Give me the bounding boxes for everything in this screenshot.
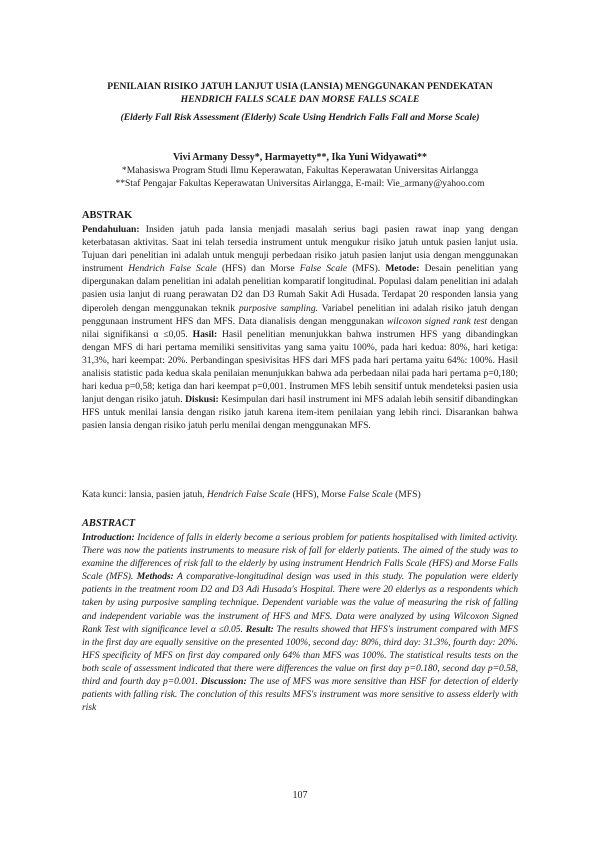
mfs-term: False Scale: [299, 263, 348, 275]
keywords-line: [82, 488, 518, 501]
methods-label: Methods:: [136, 571, 174, 583]
keywords-suffix: (MFS): [392, 489, 421, 500]
author-list: Vivi Armany Dessy*, Harmayetty**, Ika Yuni Widyawati**: [172, 152, 428, 163]
wilcoxon-term: wilcoxon signed rank test: [386, 315, 488, 327]
pendahuluan-label: Pendahuluan:: [82, 224, 140, 235]
affiliation-students: *Mahasiswa Program Studi Ilmu Keperawatan, Fakultas Keperawatan Universitas Airlangga: [121, 165, 479, 176]
paper-title-line-2: HENDRICH FALLS SCALE DAN MORSE FALLS SCALE: [180, 94, 420, 105]
result-text: The results showed that HFS's instrument compared with MFS in the first day are equally sensitive on the presented 100%, second day: 80%, third day: 31.3%, fourth day: 20%. HFS specificity of MFS on first day compared only 64% than MFS was 100%. The statistical results tests on the both scale of assessment indicated that there were differences the value on first day p=0.180, second day p=0.58, third and fourth day p=0.001.: [82, 623, 518, 688]
hfs-tail: (HFS) dan Morse: [216, 263, 300, 275]
metode-text-3: dengan nilai signifikansi α ≤0,05.: [82, 315, 518, 340]
abstract-heading: ABSTRACT: [82, 518, 136, 529]
hasil-text: Hasil penelitian menunjukkan bahwa instrumen HFS yang dibandingkan dengan MFS di hari pertama memiliki sensitivitas yang sama yaitu 100%, pada hari kedua: 80%, hari ketiga: 31,3%, hari keempat: 20%. Perbandingan spesivisitas HFS dari MFS pada hari pertama yaitu 64%: 100%. Hasil analisis statistic pada kedua skala penilaian menunjukkan bahwa ada perbedaan nilai pada hari pertama p=0,180; hari kedua p=0,58; ketiga dan hari keempat p=0,001. Instrumen MFS lebih sensitif untuk mendeteksi pasien usia lanjut dengan risiko jatuh.: [82, 328, 518, 406]
metode-text: Desain penelitian yang dipergunakan dalam penelitian ini adalah penelitian komparatif longitudinal. Populasi dalam penelitian ini adalah pasien usia lanjut di ruang perawatan D2 dan D3 Rumah Sakit Adi Husada. Terdapat 20 responden lansia yang diperoleh dengan menggunakan teknik: [82, 263, 519, 314]
introduction-text: Incidence of falls in elderly become a serious problem for patients hospitalised with limited activity. There was now the patients instruments to measure risk of fall for elderly patients. The aimed of the study was to examine the differences of risk fall to the elderly by using instrument Hendrich Falls Scale (HFS) and Morse Falls Scale (MFS).: [82, 532, 518, 583]
diskusi-label: Diskusi:: [185, 394, 219, 406]
keywords-mid: (HFS), Morse: [290, 489, 349, 500]
discussion-text: The use of MFS was more sensitive than HSF for detection of elderly patients with falling risk. The conclution of this results MFS's instrument was more sensitive to assess elderly with risk: [82, 676, 518, 714]
metode-text-2: Variabel penelitian ini adalah risiko jatuh dengan penggunaan instrument HFS dan MFS. Data dianalisis dengan menggunakan: [82, 302, 518, 327]
diskusi-text: Kesimpulan dari hasil instrument ini MFS adalah lebih sensitif dibandingkan HFS untuk menilai lansia dengan risiko jatuh karena item-item penilaian yang lebih rinci. Disarankan bahwa pasien lansia dengan risiko jatuh perlu menilai dengan menggunakan MFS.: [82, 394, 518, 432]
metode-label: Metode:: [385, 263, 420, 275]
abstrak-body: [82, 223, 518, 433]
keyword-hfs-term: Hendrich False Scale: [206, 489, 291, 500]
affiliation-staff: **Staf Pengajar Fakultas Keperawatan Universitas Airlangga, E-mail: Vie_armany@yahoo.com: [115, 178, 485, 189]
discussion-label: Discussion:: [200, 676, 247, 688]
methods-text: A comparative-longitudinal design was used in this study. The population were elderly patients in the treatment room D2 and D3 Adi Husada's Hospital. There were 20 elderlys as a respondents which taken by using purposive sampling technique. Dependent variable was the value of measuring the risk of falling and independent variable was the instrument of HFS and MFS. Data were analyzed by using Wilcoxon Signed Rank Test with significance level α ≤0.05.: [82, 571, 519, 635]
mfs-tail: (MFS).: [347, 263, 386, 275]
abstrak-heading: ABSTRAK: [82, 210, 133, 221]
keywords-prefix: Kata kunci: lansia, pasien jatuh,: [82, 489, 207, 500]
page-number: 107: [292, 790, 308, 801]
pendahuluan-text: Insiden jatuh pada lansia menjadi masalah serius bagi pasien rawat inap yang dengan keterbatasan aktivitas. Saat ini telah tersedia instrument untuk mengukur risiko jatuh untuk pasien lanjut usia. Tujuan dari penelitian ini adalah untuk menguji perbedaan risiko jatuh pasien lanjut usia dengan menggunakan instrument: [82, 224, 518, 275]
result-label: Result:: [245, 623, 274, 635]
introduction-label: Introduction:: [82, 532, 135, 543]
paper-title-english: (Elderly Fall Risk Assessment (Elderly) Scale Using Hendrich Falls Fall and Morse Scale): [120, 112, 480, 123]
abstract-body: [82, 531, 518, 714]
hfs-term: Hendrich False Scale: [128, 263, 217, 275]
purposive-term: purposive sampling.: [238, 302, 319, 314]
paper-title-line-1: PENILAIAN RISIKO JATUH LANJUT USIA (LANSIA) MENGGUNAKAN PENDEKATAN: [107, 81, 493, 92]
keyword-mfs-term: False Scale: [348, 489, 393, 500]
hasil-label: Hasil:: [192, 328, 218, 340]
